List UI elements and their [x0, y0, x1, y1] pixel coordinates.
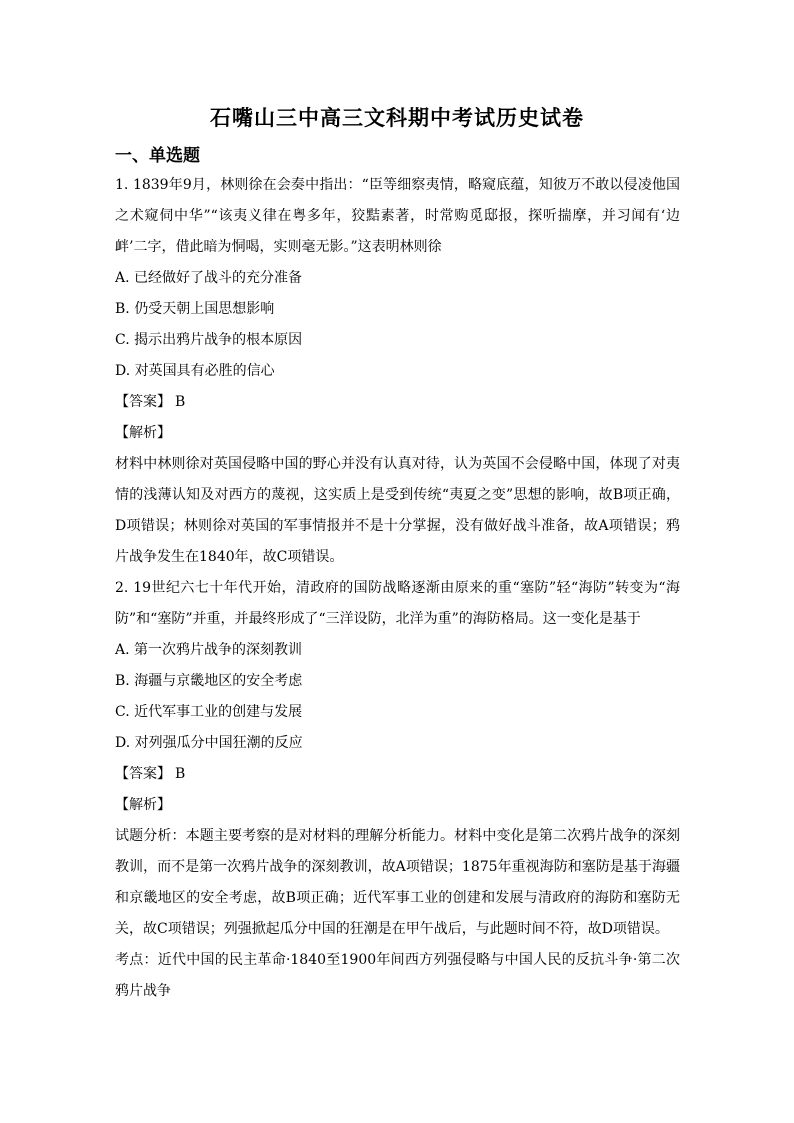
answer-label: 【答案】 [115, 766, 171, 782]
question-2 [115, 573, 680, 1007]
knowledge-point: 考点：近代中国的民主革命·1840至1900年间西方列强侵略与中国人民的反抗斗争·第二次鸦片战争 [115, 952, 680, 999]
option-b: B. 仍受天朝上国思想影响 [115, 301, 275, 317]
question-stem: 1. 1839年9月，林则徐在会奏中指出：“臣等细察夷情，略窥底蕴，知彼万不敢以侵凌他国之术窥伺中华”“该夷义律在粤多年，狡黠素著，时常购觅邸报，探听揣摩，并习闻有‘边衅’二字，借此暗为恫喝，实则毫无影。”这表明林则徐 [115, 177, 680, 255]
question-stem: 2. 19世纪六七十年代开始，清政府的国防战略逐渐由原来的重“塞防”轻“海防”转变为“海防”和“塞防”并重，并最终形成了“三洋设防，北洋为重”的海防格局。这一变化是基于 [115, 580, 680, 627]
analysis-label: 【解析】 [115, 425, 171, 441]
answer-line [115, 387, 680, 418]
exam-title: 石嘴山三中高三文科期中考试历史试卷 [210, 105, 584, 130]
question-1 [115, 170, 680, 573]
analysis-label: 【解析】 [115, 797, 171, 813]
option-c: C. 揭示出鸦片战争的根本原因 [115, 332, 303, 348]
answer-label: 【答案】 [115, 394, 171, 410]
section-heading: 一、单选题 [115, 146, 200, 166]
analysis-text: 试题分析：本题主要考察的是对材料的理解分析能力。材料中变化是第二次鸦片战争的深刻教训，而不是第一次鸦片战争的深刻教训，故A项错误；1875年重视海防和塞防是基于海疆和京畿地区的安全考虑，故B项正确；近代军事工业的创建和发展与清政府的海防和塞防无关，故C项错误；列强掀起瓜分中国的狂潮是在甲午战后，与此题时间不符，故D项错误。 [115, 828, 680, 937]
option-c: C. 近代军事工业的创建与发展 [115, 704, 303, 720]
option-d: D. 对英国具有必胜的信心 [115, 363, 275, 379]
answer-value: B [175, 394, 186, 410]
answer-value: B [175, 766, 186, 782]
option-b: B. 海疆与京畿地区的安全考虑 [115, 673, 303, 689]
option-d: D. 对列强瓜分中国狂潮的反应 [115, 735, 303, 751]
analysis-text: 材料中林则徐对英国侵略中国的野心并没有认真对待，认为英国不会侵略中国，体现了对夷情的浅薄认知及对西方的蔑视，这实质上是受到传统“夷夏之变”思想的影响，故B项正确，D项错误；林则徐对英国的军事情报并不是十分掌握，没有做好战斗准备，故A项错误；鸦片战争发生在1840年，故C项错误。 [115, 456, 680, 565]
questions-area [115, 170, 680, 1007]
option-a: A. 第一次鸦片战争的深刻教训 [115, 642, 303, 658]
option-a: A. 已经做好了战斗的充分准备 [115, 270, 303, 286]
answer-line [115, 759, 680, 790]
